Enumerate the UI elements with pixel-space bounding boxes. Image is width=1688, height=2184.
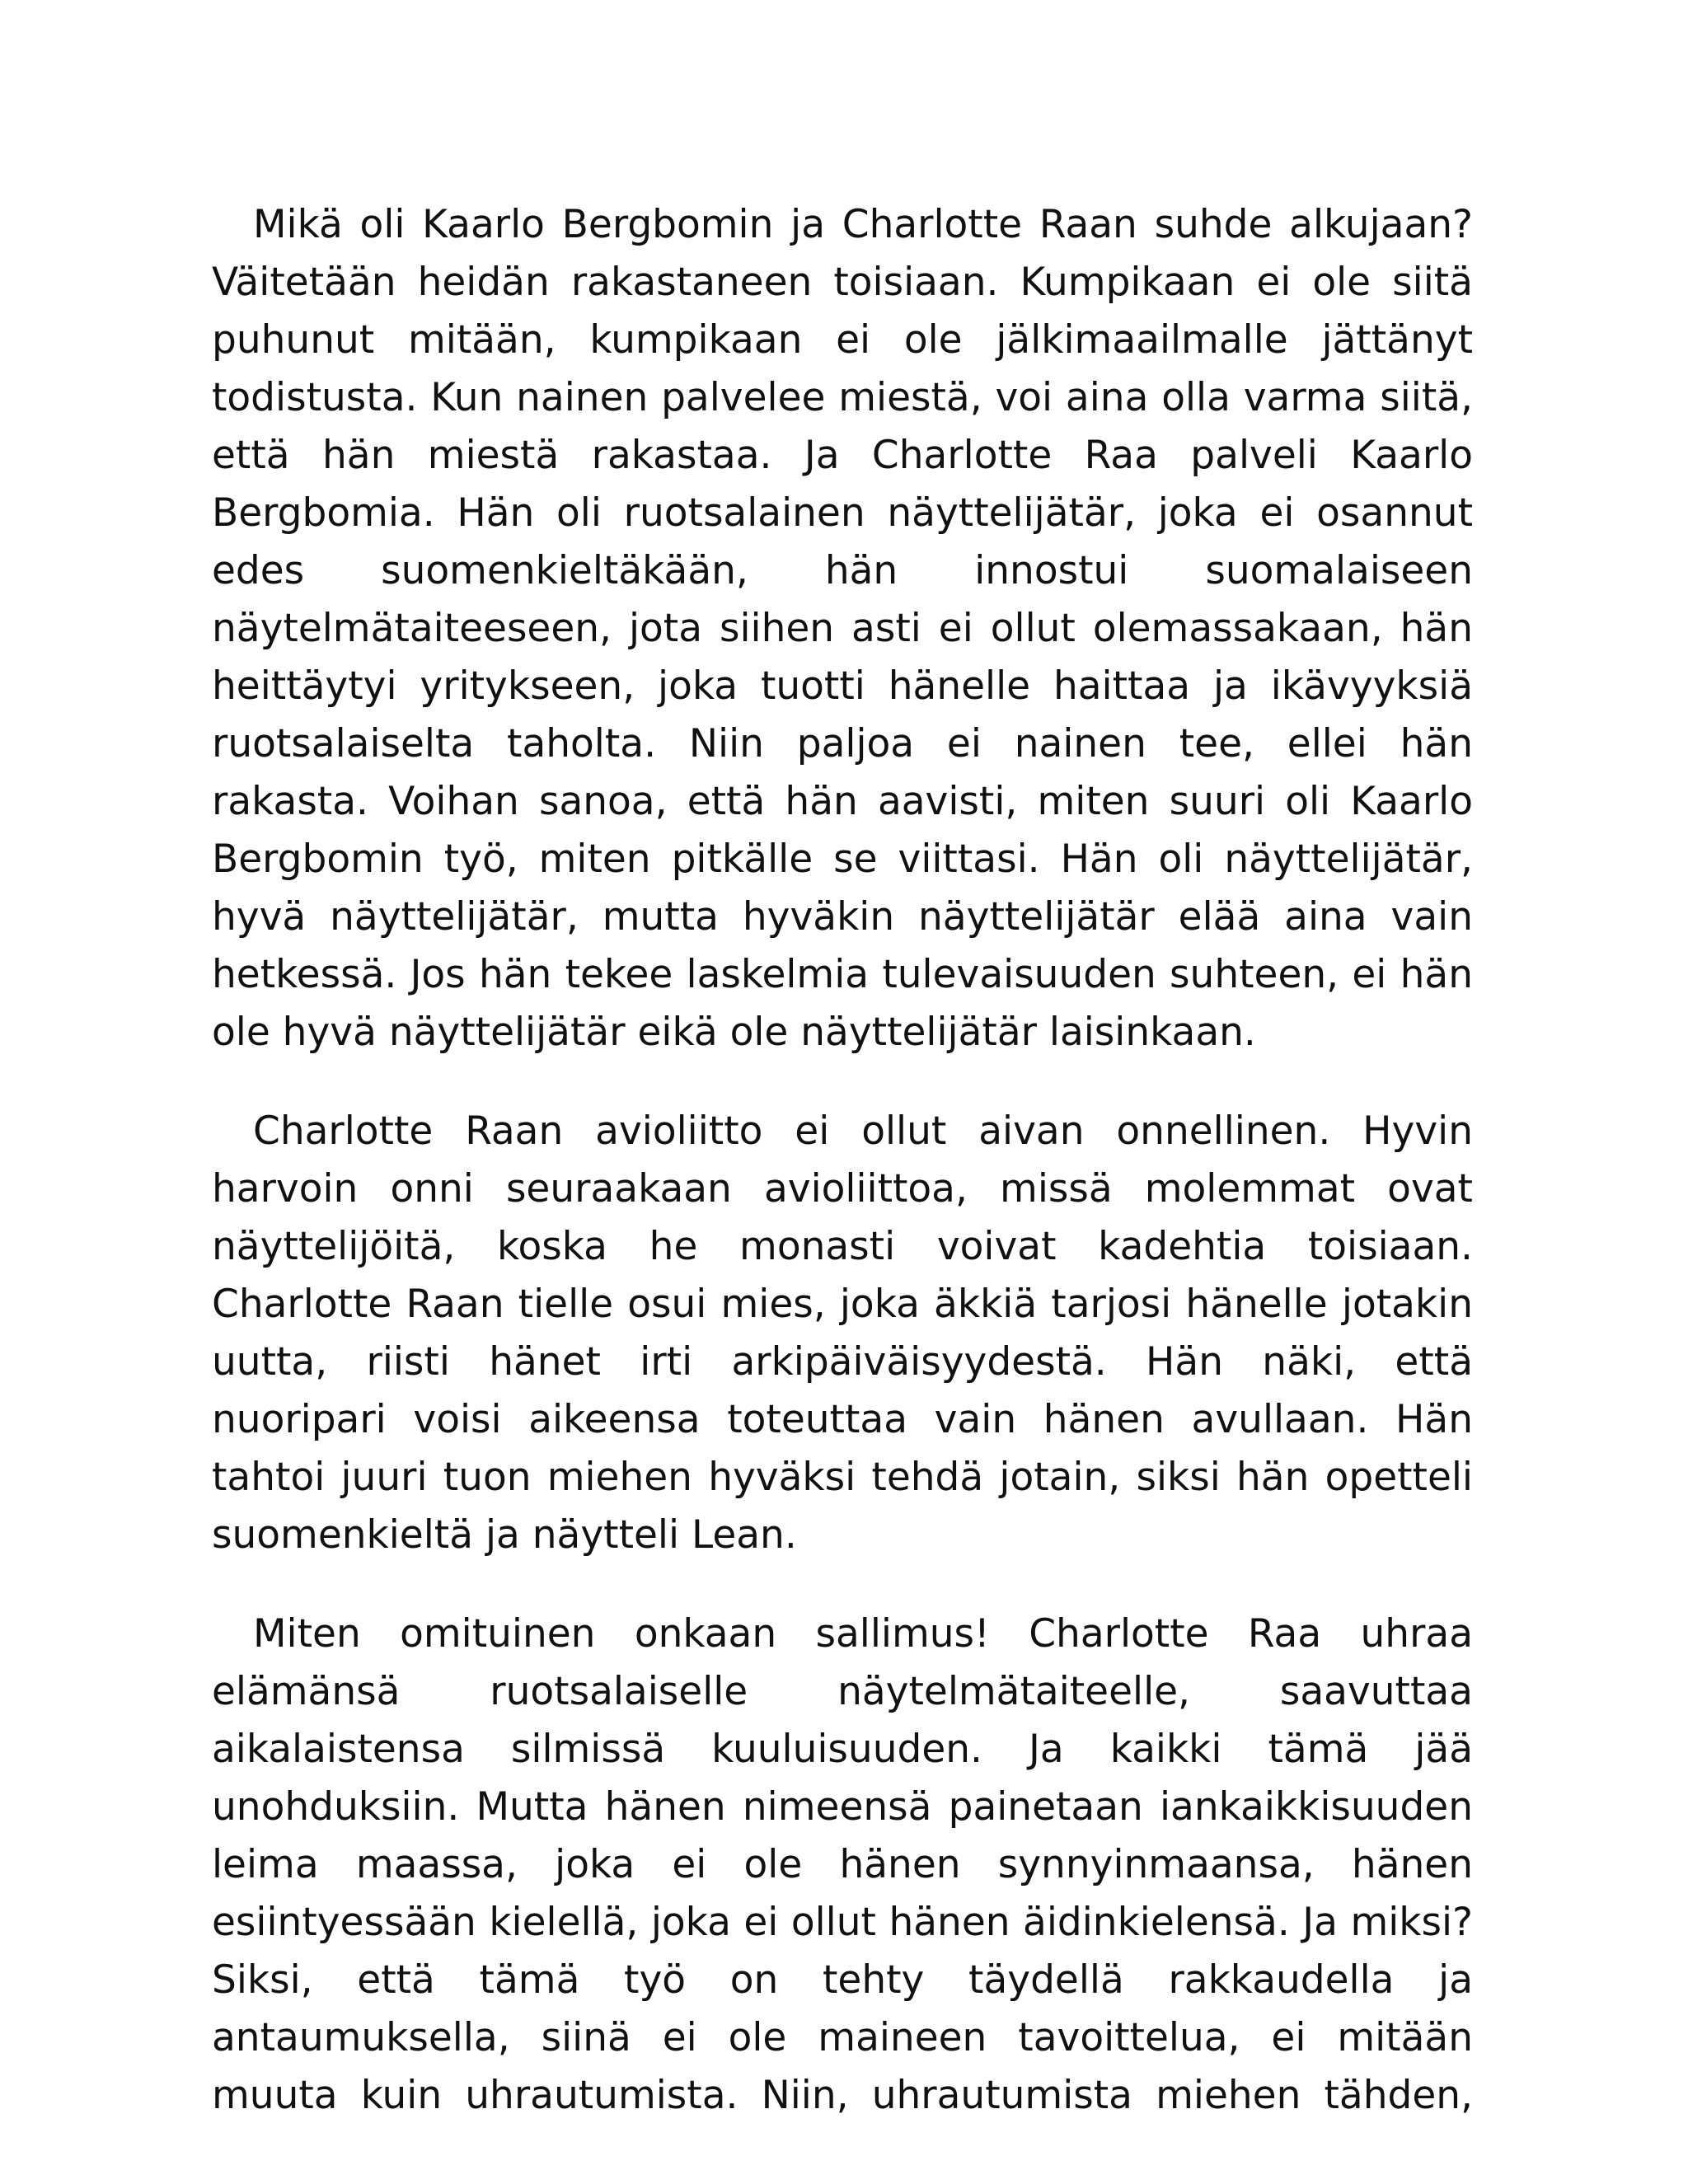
- paragraph-3: Miten omituinen onkaan sallimus! Charlotte Raa uhraa elämänsä ruotsalaiselle näytelmätaiteelle, saavuttaa aikalaistensa silmissä kuuluisuuden. Ja kaikki tämä jää unohduksiin. Mutta hänen nimeensä painetaan iankaikkisuuden leima maassa, joka ei ole hänen synnyinmaansa, hänen esiintyessään kielellä, joka ei ollut hänen äidinkielensä. Ja miksi? Siksi, että tämä työ on tehty täydellä rakkaudella ja antaumuksella, siinä ei ole maineen tavoittelua, ei mitään muuta kuin uhrautumista. Niin, uhrautumista miehen tähden,: [212, 1611, 1473, 2118]
- document-body: [212, 196, 1473, 2166]
- paragraph-2: Charlotte Raan avioliitto ei ollut aivan onnellinen. Hyvin harvoin onni seuraakaan avioliittoa, missä molemmat ovat näyttelijöitä, koska he monasti voivat kadehtia toisiaan. Charlotte Raan tielle osui mies, joka äkkiä tarjosi hänelle jotakin uutta, riisti hänet irti arkipäiväisyydestä. Hän näki, että nuoripari voisi aikeensa toteuttaa vain hänen avullaan. Hän tahtoi juuri tuon miehen hyväksi tehdä jotain, siksi hän opetteli suomenkieltä ja näytteli Lean.: [212, 1108, 1473, 1558]
- paragraph-1: Mikä oli Kaarlo Bergbomin ja Charlotte Raan suhde alkujaan? Väitetään heidän rakastaneen toisiaan. Kumpikaan ei ole siitä puhunut mitään, kumpikaan ei ole jälkimaailmalle jättänyt todistusta. Kun nainen palvelee miestä, voi aina olla varma siitä, että hän miestä rakastaa. Ja Charlotte Raa palveli Kaarlo Bergbomia. Hän oli ruotsalainen näyttelijätär, joka ei osannut edes suomenkieltäkään, hän innostui suomalaiseen näytelmätaiteeseen, jota siihen asti ei ollut olemassakaan, hän heittäytyi yritykseen, joka tuotti hänelle haittaa ja ikävyyksiä ruotsalaiselta taholta. Niin paljoa ei nainen tee, ellei hän rakasta. Voihan sanoa, että hän aavisti, miten suuri oli Kaarlo Bergbomin työ, miten pitkälle se viittasi. Hän oli näyttelijätär, hyvä näyttelijätär, mutta hyväkin näyttelijätär elää aina vain hetkessä. Jos hän tekee laskelmia tulevaisuuden suhteen, ei hän ole hyvä näyttelijätär eikä ole näyttelijätär laisinkaan.: [212, 202, 1473, 1055]
